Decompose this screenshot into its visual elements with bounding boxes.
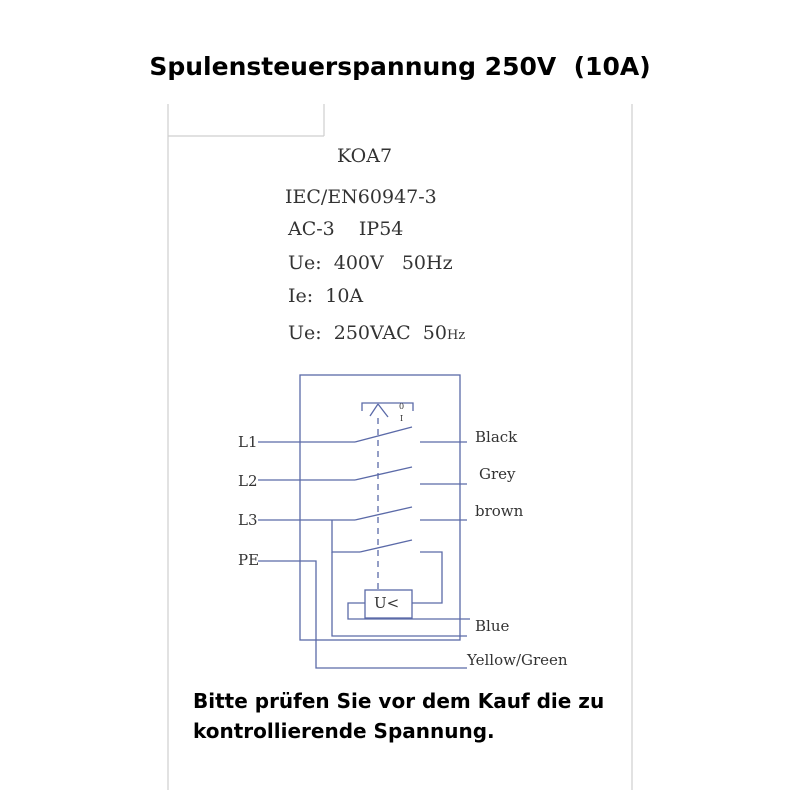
switch-actuator bbox=[362, 403, 413, 411]
category-label: AC-3 IP54 bbox=[288, 218, 404, 240]
input-l3-label: L3 bbox=[238, 511, 258, 529]
aux-wire-left bbox=[332, 520, 360, 552]
coil-voltage-value: Ue: 250VAC 50 bbox=[288, 322, 447, 344]
output-grey-label: Grey bbox=[479, 465, 516, 483]
switch-arrow bbox=[370, 404, 388, 417]
coil-left-wire bbox=[348, 603, 470, 619]
switch-mark-off: 0 bbox=[399, 402, 405, 411]
wire-blue bbox=[332, 552, 467, 636]
note-line-1: Bitte prüfen Sie vor dem Kauf die zu bbox=[193, 689, 605, 713]
coil-label: U< bbox=[374, 594, 400, 612]
voltage-check-note bbox=[193, 686, 713, 746]
rated-current-label: Ie: 10A bbox=[288, 285, 364, 307]
input-l1-label: L1 bbox=[238, 433, 258, 451]
output-black-label: Black bbox=[475, 428, 518, 446]
contact-l2 bbox=[355, 467, 412, 480]
input-l2-label: L2 bbox=[238, 472, 258, 490]
output-brown-label: brown bbox=[475, 502, 524, 520]
input-pe-label: PE bbox=[238, 551, 260, 569]
aux-wire-right bbox=[412, 552, 442, 603]
coil-voltage-unit: Hz bbox=[446, 328, 466, 343]
switch-mark-on: I bbox=[400, 414, 404, 423]
rated-voltage-label: Ue: 400V 50Hz bbox=[288, 252, 453, 274]
contact-l3 bbox=[355, 507, 412, 520]
model-label: KOA7 bbox=[337, 145, 393, 167]
contact-l1 bbox=[355, 427, 412, 442]
note-line-2: kontrollierende Spannung. bbox=[193, 719, 495, 743]
standard-label: IEC/EN60947-3 bbox=[285, 186, 437, 208]
page-title: Spulensteuerspannung 250V (10A) bbox=[149, 52, 651, 81]
contact-aux bbox=[360, 540, 412, 552]
output-yellow-green-label: Yellow/Green bbox=[467, 651, 568, 669]
output-blue-label: Blue bbox=[475, 617, 510, 635]
wire-pe bbox=[258, 561, 467, 668]
